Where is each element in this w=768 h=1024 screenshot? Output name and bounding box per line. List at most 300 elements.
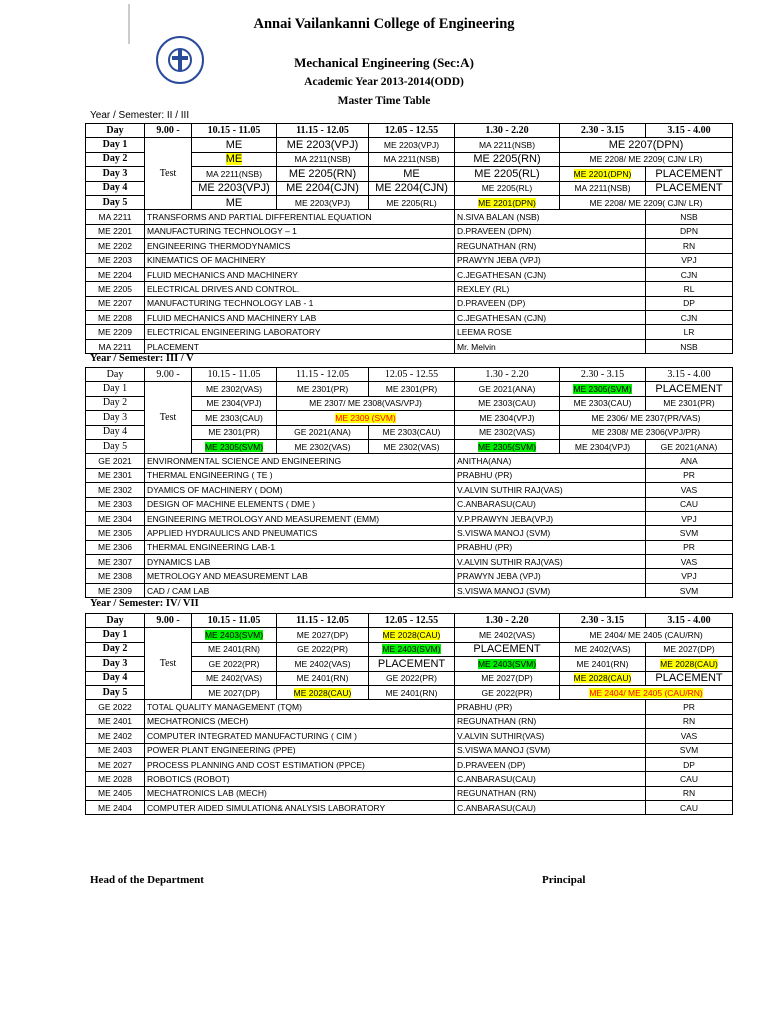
period-text: ME 2301(PR)	[663, 398, 715, 409]
period-cell	[560, 181, 646, 195]
period-text: ME 2208/ ME 2209( CJN/ LR)	[589, 154, 703, 165]
period-text: PLACEMENT	[655, 672, 723, 685]
column-header: 3.15 - 4.00	[646, 124, 733, 138]
period-text: ME 2401(RN)	[576, 658, 629, 669]
staff-abbr: LR	[646, 325, 733, 339]
period-text: ME 2304(VPJ)	[206, 398, 262, 409]
staff-abbr: CJN	[646, 267, 733, 281]
staff-abbr: RL	[646, 282, 733, 296]
period-text: ME 2404/ ME 2405 (CAU/RN)	[589, 687, 703, 698]
column-header: 9.00 -	[145, 124, 192, 138]
day-row	[86, 628, 733, 642]
subject-row	[86, 296, 733, 310]
principal-signature-label: Principal	[542, 874, 586, 886]
staff-abbr: ANA	[646, 454, 733, 468]
period-text: ME 2404/ ME 2405 (CAU/RN)	[589, 630, 703, 641]
subject-row	[86, 743, 733, 757]
staff-abbr: PR	[646, 700, 733, 714]
subject-row	[86, 786, 733, 800]
timetable-table	[85, 367, 733, 598]
subject-row	[86, 339, 733, 353]
period-text: ME 2201(DPN)	[478, 197, 536, 208]
period-cell	[192, 152, 277, 166]
period-cell	[277, 396, 455, 410]
column-header: 10.15 - 11.05	[192, 124, 277, 138]
column-header: 12.05 - 12.55	[369, 614, 455, 628]
staff-abbr: DP	[646, 757, 733, 771]
period-cell	[277, 152, 369, 166]
staff-abbr: RN	[646, 714, 733, 728]
period-cell	[455, 411, 560, 425]
academic-year: Academic Year 2013-2014(ODD)	[304, 76, 464, 88]
column-header: 9.00 -	[145, 368, 192, 382]
period-text: ME 2306/ ME 2307(PR/VAS)	[591, 412, 701, 423]
column-header: 3.15 - 4.00	[646, 614, 733, 628]
day-label: Day 3	[86, 657, 145, 671]
period-cell	[277, 181, 369, 195]
header-row	[86, 368, 733, 382]
period-text: ME 2028(CAU)	[660, 658, 718, 669]
subject-code: ME 2201	[86, 224, 145, 238]
column-header: 9.00 -	[145, 614, 192, 628]
staff-name: PRAWYN JEBA (VPJ)	[455, 569, 646, 583]
subject-name: PLACEMENT	[145, 339, 455, 353]
subject-name: MECHATRONICS LAB (MECH)	[145, 786, 455, 800]
period-cell	[369, 671, 455, 685]
staff-abbr: DPN	[646, 224, 733, 238]
period-text: ME	[225, 196, 243, 209]
period-cell	[560, 642, 646, 656]
subject-code: ME 2209	[86, 325, 145, 339]
period-text: ME 2302(VAS)	[205, 384, 263, 395]
period-text: ME 2201(DPN)	[573, 168, 632, 179]
period-text: GE 2022(PR)	[208, 658, 260, 669]
period-text: MA 2211(NSB)	[383, 154, 440, 165]
period-cell	[455, 671, 560, 685]
subject-code: ME 2307	[86, 555, 145, 569]
staff-abbr: NSB	[646, 339, 733, 353]
subject-name: ROBOTICS (ROBOT)	[145, 772, 455, 786]
period-cell	[277, 628, 369, 642]
subject-row	[86, 253, 733, 267]
subject-code: ME 2302	[86, 483, 145, 497]
period-text: GE 2022(PR)	[385, 673, 438, 684]
period-cell	[560, 195, 733, 209]
period-text: ME 2402(VAS)	[294, 658, 351, 669]
staff-name: LEEMA ROSE	[455, 325, 646, 339]
subject-code: ME 2402	[86, 729, 145, 743]
period-cell	[560, 657, 646, 671]
period-text: ME 2205(RL)	[481, 183, 533, 194]
period-cell	[646, 657, 733, 671]
staff-name: REGUNATHAN (RN)	[455, 786, 646, 800]
subject-code: ME 2028	[86, 772, 145, 786]
subject-row	[86, 569, 733, 583]
period-text: ME	[403, 167, 420, 180]
staff-abbr: SVM	[646, 526, 733, 540]
subject-name: MANUFACTURING TECHNOLOGY – 1	[145, 224, 455, 238]
test-slot: Test	[145, 382, 192, 454]
period-text: ME 2203(VPJ)	[286, 139, 359, 152]
hod-signature-label: Head of the Department	[90, 874, 204, 886]
period-cell	[560, 138, 733, 152]
subject-row	[86, 325, 733, 339]
column-header: 1.30 - 2.20	[455, 614, 560, 628]
subject-row	[86, 801, 733, 815]
period-cell	[369, 685, 455, 699]
period-text: ME 2028(CAU)	[382, 630, 441, 641]
period-cell	[277, 657, 369, 671]
subject-name: PROCESS PLANNING AND COST ESTIMATION (PPCE)	[145, 757, 455, 771]
day-row	[86, 382, 733, 396]
subject-name: METROLOGY AND MEASUREMENT LAB	[145, 569, 455, 583]
period-cell	[192, 396, 277, 410]
period-cell	[369, 181, 455, 195]
subject-row	[86, 555, 733, 569]
staff-abbr: SVM	[646, 583, 733, 597]
period-cell	[192, 425, 277, 439]
subject-code: ME 2027	[86, 757, 145, 771]
subject-code: ME 2202	[86, 239, 145, 253]
subject-name: FLUID MECHANICS AND MACHINERY LAB	[145, 311, 455, 325]
subject-name: ENVIRONMENTAL SCIENCE AND ENGINEERING	[145, 454, 455, 468]
staff-abbr: CJN	[646, 311, 733, 325]
subject-name: DYNAMICS LAB	[145, 555, 455, 569]
period-text: ME 2303(CAU)	[573, 398, 632, 409]
period-cell	[369, 382, 455, 396]
staff-name: PRABHU (PR)	[455, 468, 646, 482]
test-slot: Test	[145, 628, 192, 700]
period-text: ME 2027(DP)	[208, 687, 260, 698]
period-cell	[369, 195, 455, 209]
period-cell	[192, 382, 277, 396]
subject-row	[86, 511, 733, 525]
staff-name: S.VISWA MANOJ (SVM)	[455, 583, 646, 597]
period-cell	[192, 195, 277, 209]
period-text: ME 2301(PR)	[385, 384, 438, 395]
column-header: 1.30 - 2.20	[455, 124, 560, 138]
subject-name: POWER PLANT ENGINEERING (PPE)	[145, 743, 455, 757]
period-cell	[369, 439, 455, 453]
period-text: GE 2021(ANA)	[660, 441, 718, 452]
period-text: ME 2402(VAS)	[478, 630, 536, 641]
header-row	[86, 614, 733, 628]
period-cell	[369, 642, 455, 656]
period-text: GE 2022(PR)	[296, 644, 349, 655]
subject-name: APPLIED HYDRAULICS AND PNEUMATICS	[145, 526, 455, 540]
period-cell	[646, 396, 733, 410]
staff-name: V.ALVIN SUTHIR(VAS)	[455, 729, 646, 743]
semester-label: Year / Semester: III / V	[90, 353, 194, 364]
staff-abbr: VPJ	[646, 253, 733, 267]
subject-name: ENGINEERING THERMODYNAMICS	[145, 239, 455, 253]
period-cell	[560, 425, 733, 439]
subject-name: COMPUTER AIDED SIMULATION& ANALYSIS LABORATORY	[145, 801, 455, 815]
period-cell	[277, 138, 369, 152]
subject-name: CAD / CAM LAB	[145, 583, 455, 597]
period-text: ME 2305(SVM)	[477, 441, 537, 452]
period-text: ME 2205(RL)	[386, 197, 437, 208]
subject-row	[86, 210, 733, 224]
subject-row	[86, 311, 733, 325]
period-cell	[369, 628, 455, 642]
period-cell	[277, 167, 369, 181]
period-text: PLACEMENT	[377, 657, 446, 670]
column-header: 3.15 - 4.00	[646, 368, 733, 382]
column-header: 2.30 - 3.15	[560, 614, 646, 628]
subject-code: ME 2401	[86, 714, 145, 728]
period-cell	[560, 152, 733, 166]
period-cell	[192, 167, 277, 181]
period-cell	[560, 685, 733, 699]
subject-name: DYAMICS OF MACHINERY ( DOM)	[145, 483, 455, 497]
period-text: ME 2027(DP)	[481, 673, 533, 684]
day-label: Day 2	[86, 152, 145, 166]
staff-name: C.ANBARASU(CAU)	[455, 497, 646, 511]
subject-row	[86, 454, 733, 468]
period-text: MA 2211(NSB)	[574, 183, 631, 194]
period-cell	[192, 685, 277, 699]
staff-name: PRABHU (PR)	[455, 700, 646, 714]
subject-code: ME 2205	[86, 282, 145, 296]
staff-abbr: DP	[646, 296, 733, 310]
subject-row	[86, 224, 733, 238]
subject-code: ME 2203	[86, 253, 145, 267]
period-text: ME 2304(VPJ)	[574, 441, 631, 452]
subject-name: TRANSFORMS AND PARTIAL DIFFERENTIAL EQUATION	[145, 210, 455, 224]
period-cell	[277, 671, 369, 685]
subject-row	[86, 468, 733, 482]
subject-name: ELECTRICAL DRIVES AND CONTROL.	[145, 282, 455, 296]
staff-name: V.ALVIN SUTHIR RAJ(VAS)	[455, 555, 646, 569]
period-cell	[646, 439, 733, 453]
day-label: Day 1	[86, 382, 145, 396]
subject-row	[86, 540, 733, 554]
staff-name: C.ANBARASU(CAU)	[455, 801, 646, 815]
period-text: ME 2204(CJN)	[375, 182, 448, 195]
staff-name: Mr. Melvin	[455, 339, 646, 353]
period-text: ME 2403(SVM)	[204, 630, 264, 641]
period-text: ME 2402(VAS)	[574, 644, 631, 655]
day-label: Day 1	[86, 138, 145, 152]
period-cell	[455, 628, 560, 642]
staff-name: N.SIVA BALAN (NSB)	[455, 210, 646, 224]
subject-code: ME 2309	[86, 583, 145, 597]
period-cell	[369, 152, 455, 166]
subject-row	[86, 526, 733, 540]
subject-row	[86, 483, 733, 497]
timetable-title: Master Time Table	[337, 95, 431, 107]
subject-code: MA 2211	[86, 210, 145, 224]
period-text: ME 2204(CJN)	[286, 182, 359, 195]
period-text: ME 2305(SVM)	[573, 384, 632, 395]
period-cell	[277, 382, 369, 396]
subject-code: ME 2306	[86, 540, 145, 554]
staff-name: C.JEGATHESAN (CJN)	[455, 311, 646, 325]
period-cell	[455, 396, 560, 410]
column-header: 11.15 - 12.05	[277, 368, 369, 382]
period-text: PLACEMENT	[655, 167, 723, 180]
period-cell	[455, 642, 560, 656]
day-label: Day 5	[86, 439, 145, 453]
staff-name: S.VISWA MANOJ (SVM)	[455, 743, 646, 757]
period-cell	[192, 671, 277, 685]
period-cell	[560, 628, 733, 642]
day-label: Day 4	[86, 425, 145, 439]
period-text: PLACEMENT	[473, 643, 541, 656]
period-cell	[369, 425, 455, 439]
subject-code: ME 2405	[86, 786, 145, 800]
subject-row	[86, 729, 733, 743]
period-text: ME 2403(SVM)	[382, 644, 441, 655]
subject-row	[86, 700, 733, 714]
period-text: ME 2401(RN)	[385, 687, 438, 698]
semester-label: Year / Semester: IV/ VII	[90, 598, 199, 609]
staff-abbr: CAU	[646, 497, 733, 511]
period-text: ME 2303(CAU)	[205, 412, 263, 423]
period-text: ME 2309 (SVM)	[335, 412, 396, 423]
period-text: ME 2307/ ME 2308(VAS/VPJ)	[309, 398, 422, 409]
subject-code: ME 2404	[86, 801, 145, 815]
subject-code: ME 2305	[86, 526, 145, 540]
staff-name: REXLEY (RL)	[455, 282, 646, 296]
period-text: ME 2208/ ME 2209( CJN/ LR)	[589, 197, 703, 208]
period-text: ME 2302(VAS)	[478, 427, 536, 438]
period-cell	[277, 685, 369, 699]
subject-name: TOTAL QUALITY MANAGEMENT (TQM)	[145, 700, 455, 714]
staff-abbr: PR	[646, 468, 733, 482]
period-cell	[277, 425, 369, 439]
column-header: Day	[86, 614, 145, 628]
subject-name: KINEMATICS OF MACHINERY	[145, 253, 455, 267]
period-text: ME 2301(PR)	[208, 427, 260, 438]
subject-code: MA 2211	[86, 339, 145, 353]
period-text: ME	[225, 139, 243, 152]
period-text: ME 2302(VAS)	[294, 441, 351, 452]
subject-row	[86, 239, 733, 253]
period-cell	[455, 181, 560, 195]
period-cell	[277, 439, 369, 453]
staff-name: ANITHA(ANA)	[455, 454, 646, 468]
subject-code: ME 2207	[86, 296, 145, 310]
staff-abbr: VAS	[646, 555, 733, 569]
period-text: MA 2211(NSB)	[205, 168, 263, 179]
period-text: ME 2205(RN)	[473, 153, 541, 166]
subject-name: FLUID MECHANICS AND MACHINERY	[145, 267, 455, 281]
staff-abbr: CAU	[646, 772, 733, 786]
period-cell	[277, 195, 369, 209]
test-slot: Test	[145, 138, 192, 210]
period-cell	[560, 382, 646, 396]
staff-abbr: VAS	[646, 483, 733, 497]
subject-row	[86, 497, 733, 511]
period-text: ME 2301(PR)	[296, 384, 349, 395]
column-header: 12.05 - 12.55	[369, 368, 455, 382]
subject-code: GE 2022	[86, 700, 145, 714]
staff-name: PRABHU (PR)	[455, 540, 646, 554]
period-cell	[646, 382, 733, 396]
day-label: Day 5	[86, 195, 145, 209]
period-cell	[455, 657, 560, 671]
period-text: ME 2303(CAU)	[382, 427, 441, 438]
staff-name: S.VISWA MANOJ (SVM)	[455, 526, 646, 540]
period-cell	[455, 152, 560, 166]
column-header: 11.15 - 12.05	[277, 124, 369, 138]
staff-name: PRAWYN JEBA (VPJ)	[455, 253, 646, 267]
period-cell	[369, 138, 455, 152]
period-text: ME 2205(RL)	[474, 167, 540, 180]
period-cell	[192, 138, 277, 152]
period-cell	[455, 138, 560, 152]
day-label: Day 3	[86, 167, 145, 181]
period-text: GE 2022(PR)	[481, 687, 533, 698]
period-text: ME 2403(SVM)	[477, 658, 537, 669]
subject-name: ENGINEERING METROLOGY AND MEASUREMENT (EMM)	[145, 511, 455, 525]
period-cell	[192, 181, 277, 195]
subject-name: ELECTRICAL ENGINEERING LABORATORY	[145, 325, 455, 339]
subject-row	[86, 583, 733, 597]
column-header: 10.15 - 11.05	[192, 368, 277, 382]
period-text: ME 2203(VPJ)	[198, 182, 270, 195]
period-text: ME 2027(DP)	[296, 630, 349, 641]
subject-code: ME 2208	[86, 311, 145, 325]
day-label: Day 4	[86, 181, 145, 195]
subject-code: ME 2403	[86, 743, 145, 757]
period-cell	[192, 439, 277, 453]
day-label: Day 5	[86, 685, 145, 699]
timetable-table	[85, 613, 733, 815]
day-label: Day 2	[86, 642, 145, 656]
staff-abbr: VPJ	[646, 569, 733, 583]
subject-code: ME 2303	[86, 497, 145, 511]
subject-row	[86, 772, 733, 786]
period-cell	[646, 671, 733, 685]
period-text: ME 2308/ ME 2306(VPJ/PR)	[591, 427, 701, 438]
subject-name: MANUFACTURING TECHNOLOGY LAB - 1	[145, 296, 455, 310]
period-text: ME 2028(CAU)	[573, 673, 632, 684]
subject-row	[86, 267, 733, 281]
period-text: ME 2203(VPJ)	[383, 140, 440, 151]
period-text: ME 2203(VPJ)	[294, 197, 351, 208]
column-header: 12.05 - 12.55	[369, 124, 455, 138]
period-cell	[455, 167, 560, 181]
period-text: ME 2305(SVM)	[204, 441, 264, 452]
period-text: ME 2207(DPN)	[608, 139, 684, 152]
subject-code: ME 2301	[86, 468, 145, 482]
subject-name: MECHATRONICS (MECH)	[145, 714, 455, 728]
staff-abbr: RN	[646, 786, 733, 800]
period-text: MA 2211(NSB)	[478, 140, 536, 151]
subject-name: DESIGN OF MACHINE ELEMENTS ( DME )	[145, 497, 455, 511]
day-row	[86, 138, 733, 152]
period-cell	[192, 411, 277, 425]
period-cell	[560, 396, 646, 410]
header-row	[86, 124, 733, 138]
period-cell	[277, 642, 369, 656]
column-header: 2.30 - 3.15	[560, 124, 646, 138]
staff-name: REGUNATHAN (RN)	[455, 239, 646, 253]
staff-abbr: SVM	[646, 743, 733, 757]
period-cell	[560, 167, 646, 181]
period-cell	[560, 439, 646, 453]
staff-name: REGUNATHAN (RN)	[455, 714, 646, 728]
period-cell	[192, 642, 277, 656]
period-text: ME 2302(VAS)	[383, 441, 440, 452]
period-text: ME 2027(DP)	[663, 644, 715, 655]
department-title: Mechanical Engineering (Sec:A)	[294, 55, 474, 70]
period-cell	[646, 642, 733, 656]
period-text: ME	[225, 153, 243, 166]
